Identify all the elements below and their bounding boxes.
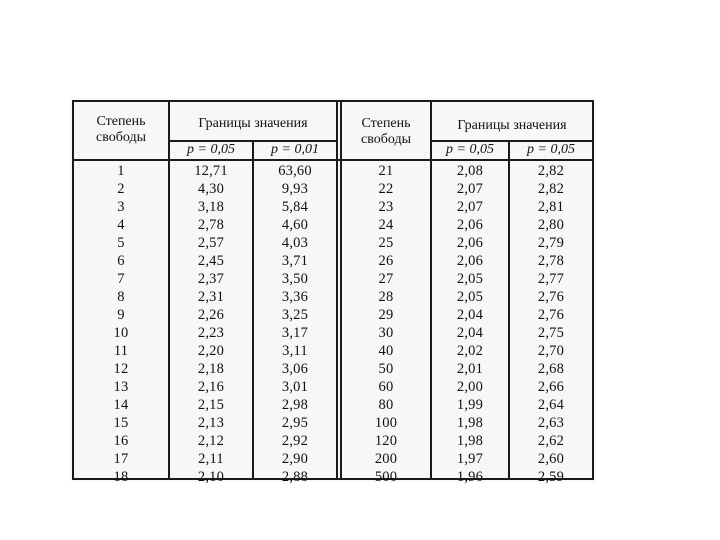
left-row-8-df: 8 (117, 289, 125, 305)
right-row-11-p005b: 2,70 (537, 343, 565, 359)
left-row-9-df: 9 (117, 307, 125, 323)
right-row-14-df: 80 (378, 397, 394, 413)
left-row-2-p005: 4,30 (197, 181, 225, 197)
left-row-13-p001: 3,01 (281, 379, 309, 395)
left-row-15-p001: 2,95 (281, 415, 309, 431)
right-row-18-p005: 1,96 (456, 469, 484, 485)
left-row-17-df: 17 (113, 451, 129, 467)
left-row-4-df: 4 (117, 217, 125, 233)
left-row-11-p001: 3,11 (282, 343, 308, 359)
right-row-6-p005: 2,06 (456, 253, 484, 269)
right-row-5-p005b: 2,79 (537, 235, 565, 251)
left-row-3-df: 3 (117, 199, 125, 215)
right-row-4-p005b: 2,80 (537, 217, 565, 233)
right-row-2-df: 22 (378, 181, 394, 197)
right-row-17-p005b: 2,60 (537, 451, 565, 467)
right-row-12-p005: 2,01 (456, 361, 484, 377)
right-row-5-p005: 2,06 (456, 235, 484, 251)
right-row-9-df: 29 (378, 307, 394, 323)
left-row-1-df: 1 (117, 163, 125, 179)
right-row-1-p005b: 2,82 (537, 163, 565, 179)
left-row-16-p001: 2,92 (281, 433, 309, 449)
right-row-10-p005b: 2,75 (537, 325, 565, 341)
right-p005-header: p = 0,05 (446, 142, 494, 157)
right-df-header-line2: свободы (361, 132, 411, 147)
right-row-14-p005b: 2,64 (537, 397, 565, 413)
left-row-8-p005: 2,31 (197, 289, 225, 305)
right-row-16-p005: 1,98 (456, 433, 484, 449)
right-row-15-p005b: 2,63 (537, 415, 565, 431)
right-row-18-p005b: 2,59 (537, 469, 565, 485)
right-row-12-p005b: 2,68 (537, 361, 565, 377)
left-row-6-p001: 3,71 (281, 253, 309, 269)
left-row-14-df: 14 (113, 397, 129, 413)
center-double-line-a (336, 100, 338, 480)
left-row-11-p005: 2,20 (197, 343, 225, 359)
left-row-5-p005: 2,57 (197, 235, 225, 251)
right-p005b-header: p = 0,05 (527, 142, 575, 157)
right-row-6-p005b: 2,78 (537, 253, 565, 269)
right-row-12-df: 50 (378, 361, 394, 377)
right-row-3-p005b: 2,81 (537, 199, 565, 215)
right-row-18-df: 500 (374, 469, 398, 485)
left-bounds-header: Границы значения (198, 116, 308, 131)
right-row-15-df: 100 (374, 415, 398, 431)
right-df-header (342, 116, 430, 148)
right-row-17-p005: 1,97 (456, 451, 484, 467)
right-row-8-p005b: 2,76 (537, 289, 565, 305)
left-row-12-df: 12 (113, 361, 129, 377)
left-p005-header: p = 0,05 (187, 142, 235, 157)
left-row-2-p001: 9,93 (281, 181, 309, 197)
left-row-7-p005: 2,37 (197, 271, 225, 287)
left-row-8-p001: 3,36 (281, 289, 309, 305)
table-top-border (72, 100, 594, 102)
right-row-11-df: 40 (378, 343, 394, 359)
left-row-13-p005: 2,16 (197, 379, 225, 395)
left-row-4-p005: 2,78 (197, 217, 225, 233)
left-row-6-p005: 2,45 (197, 253, 225, 269)
left-row-4-p001: 4,60 (281, 217, 309, 233)
right-row-13-p005: 2,00 (456, 379, 484, 395)
right-row-7-p005: 2,05 (456, 271, 484, 287)
header-bottom-line (72, 159, 594, 161)
left-row-7-p001: 3,50 (281, 271, 309, 287)
right-row-3-p005: 2,07 (456, 199, 484, 215)
right-row-14-p005: 1,99 (456, 397, 484, 413)
left-row-5-p001: 4,03 (281, 235, 309, 251)
left-row-18-df: 18 (113, 469, 129, 485)
left-row-13-df: 13 (113, 379, 129, 395)
left-row-17-p001: 2,90 (281, 451, 309, 467)
table-right-border (592, 100, 594, 480)
right-row-8-df: 28 (378, 289, 394, 305)
left-row-5-df: 5 (117, 235, 125, 251)
critical-values-table (72, 100, 594, 485)
right-row-2-p005: 2,07 (456, 181, 484, 197)
right-row-13-p005b: 2,66 (537, 379, 565, 395)
right-row-7-p005b: 2,77 (537, 271, 565, 287)
right-row-9-p005: 2,04 (456, 307, 484, 323)
left-row-14-p001: 2,98 (281, 397, 309, 413)
left-p001-header: p = 0,01 (271, 142, 319, 157)
left-df-header-line1: Степень (96, 114, 146, 129)
right-row-10-p005: 2,04 (456, 325, 484, 341)
right-row-8-p005: 2,05 (456, 289, 484, 305)
left-df-header (74, 114, 168, 146)
right-row-6-df: 26 (378, 253, 394, 269)
left-row-6-df: 6 (117, 253, 125, 269)
right-row-9-p005b: 2,76 (537, 307, 565, 323)
right-row-5-df: 25 (378, 235, 394, 251)
left-row-3-p005: 3,18 (197, 199, 225, 215)
left-row-12-p001: 3,06 (281, 361, 309, 377)
left-row-3-p001: 5,84 (281, 199, 309, 215)
left-row-12-p005: 2,18 (197, 361, 225, 377)
left-row-10-p005: 2,23 (197, 325, 225, 341)
right-row-4-p005: 2,06 (456, 217, 484, 233)
left-row-18-p005: 2,10 (197, 469, 225, 485)
right-row-2-p005b: 2,82 (537, 181, 565, 197)
left-row-2-df: 2 (117, 181, 125, 197)
left-row-9-p005: 2,26 (197, 307, 225, 323)
right-df-header-line1: Степень (361, 116, 411, 131)
right-row-16-p005b: 2,62 (537, 433, 565, 449)
left-row-16-p005: 2,12 (197, 433, 225, 449)
right-row-1-p005: 2,08 (456, 163, 484, 179)
left-row-7-df: 7 (117, 271, 125, 287)
left-row-15-p005: 2,13 (197, 415, 225, 431)
right-row-1-df: 21 (378, 163, 394, 179)
right-row-17-df: 200 (374, 451, 398, 467)
left-df-header-line2: свободы (96, 130, 146, 145)
right-row-15-p005: 1,98 (456, 415, 484, 431)
left-row-9-p001: 3,25 (281, 307, 309, 323)
right-row-11-p005: 2,02 (456, 343, 484, 359)
right-row-4-df: 24 (378, 217, 394, 233)
left-row-15-df: 15 (113, 415, 129, 431)
left-row-14-p005: 2,15 (197, 397, 225, 413)
left-row-16-df: 16 (113, 433, 129, 449)
left-row-1-p001: 63,60 (278, 163, 312, 179)
right-row-3-df: 23 (378, 199, 394, 215)
right-bounds-header: Границы значения (457, 118, 567, 133)
right-row-16-df: 120 (374, 433, 398, 449)
right-row-10-df: 30 (378, 325, 394, 341)
right-row-13-df: 60 (378, 379, 394, 395)
left-row-17-p005: 2,11 (198, 451, 224, 467)
left-row-10-df: 10 (113, 325, 129, 341)
left-row-18-p001: 2,88 (281, 469, 309, 485)
left-row-11-df: 11 (113, 343, 129, 359)
right-row-7-df: 27 (378, 271, 394, 287)
left-row-10-p001: 3,17 (281, 325, 309, 341)
left-row-1-p005: 12,71 (194, 163, 228, 179)
